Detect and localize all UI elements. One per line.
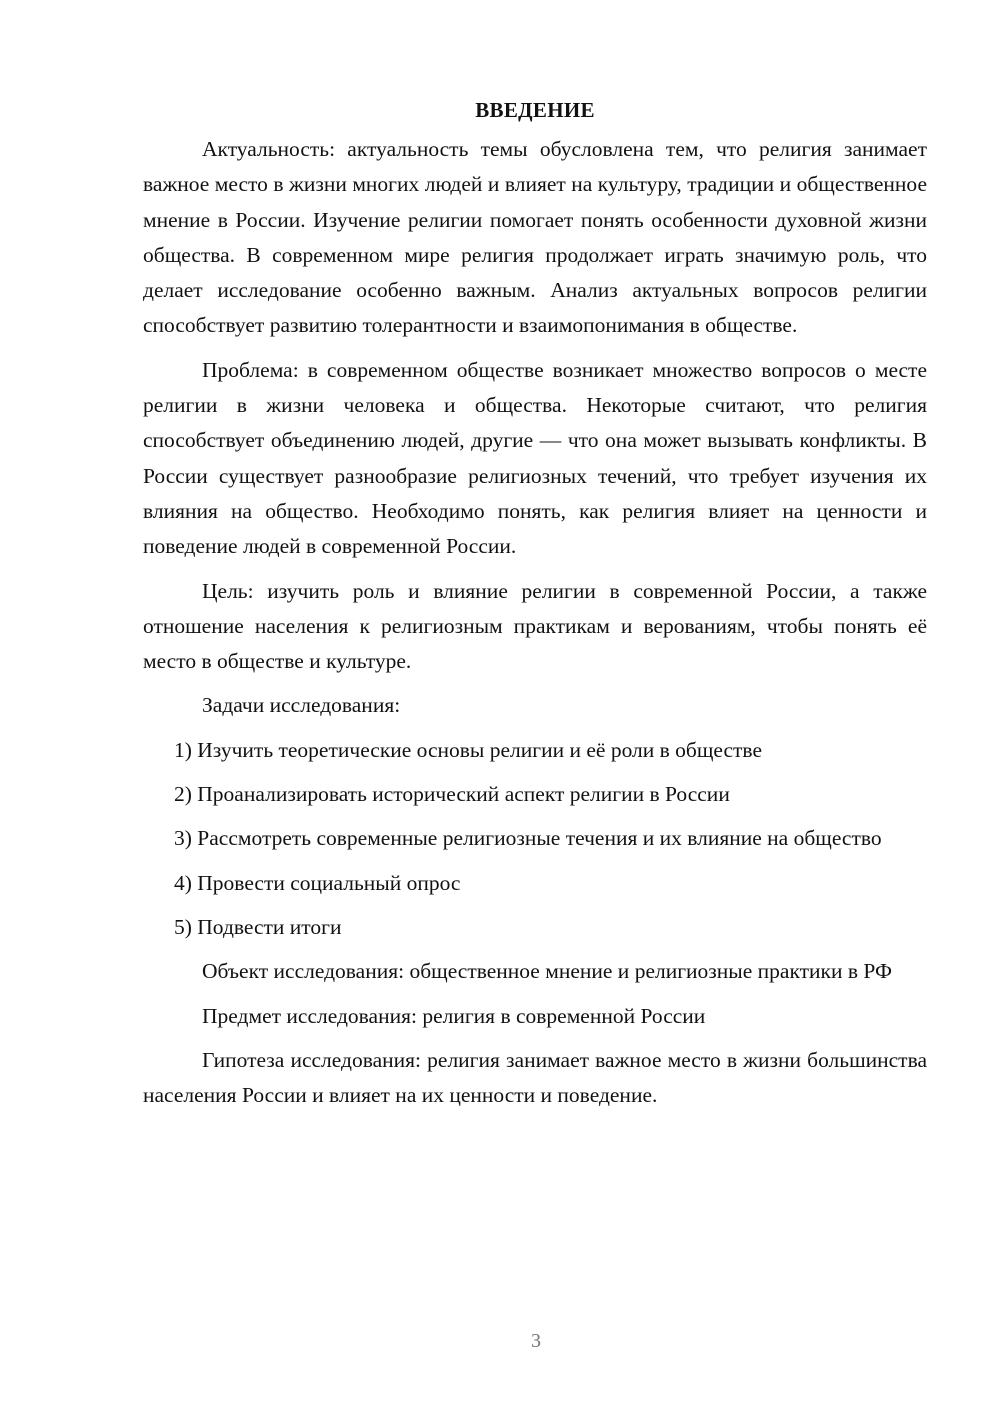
list-item: 4) Провести социальный опрос (174, 870, 461, 895)
list-item: 5) Подвести итоги (174, 914, 342, 939)
list-item: 2) Проанализировать исторический аспект религии в России (174, 782, 730, 807)
document-page (143, 92, 927, 1122)
paragraph-problem: Проблема: в современном обществе возникает множество вопросов о месте религии в жизни человека и общества. Некоторые считают, что религия способствует объединению людей, другие — что она может вызывать конфликты. В России существует разнообразие религиозных течений, что требует изучения их влияния на общество. Необходимо понять, как религия влияет на ценности и поведение людей в современной России. (143, 357, 927, 559)
list-item: 1) Изучить теоретические основы религии и её роли в обществе (174, 737, 762, 762)
paragraph-relevance: Актуальность: актуальность темы обусловлена тем, что религия занимает важное место в жизни многих людей и влияет на культуру, традиции и общественное мнение в России. Изучение религии помогает понять особенности духовной жизни общества. В современном мире религия продолжает играть значимую роль, что делает исследование особенно важным. Анализ актуальных вопросов религии способствует развитию толерантности и взаимопонимания в обществе. (143, 137, 927, 338)
page-number: 3 (531, 1330, 541, 1352)
paragraph-goal: Цель: изучить роль и влияние религии в современной России, а также отношение населения к религиозным практикам и верованиям, чтобы понять её место в обществе и культуре. (143, 578, 927, 674)
page-title: ВВЕДЕНИЕ (475, 98, 595, 122)
paragraph-object: Объект исследования: общественное мнение и религиозные практики в РФ (202, 959, 892, 984)
paragraph-subject: Предмет исследования: религия в современной России (202, 1003, 706, 1028)
paragraph-hypothesis: Гипотеза исследования: религия занимает важное место в жизни большинства населения России и влияет на их ценности и поведение. (143, 1047, 927, 1108)
list-item: 3) Рассмотреть современные религиозные течения и их влияние на общество (174, 826, 882, 851)
paragraph-tasks-heading: Задачи исследования: (202, 693, 401, 718)
